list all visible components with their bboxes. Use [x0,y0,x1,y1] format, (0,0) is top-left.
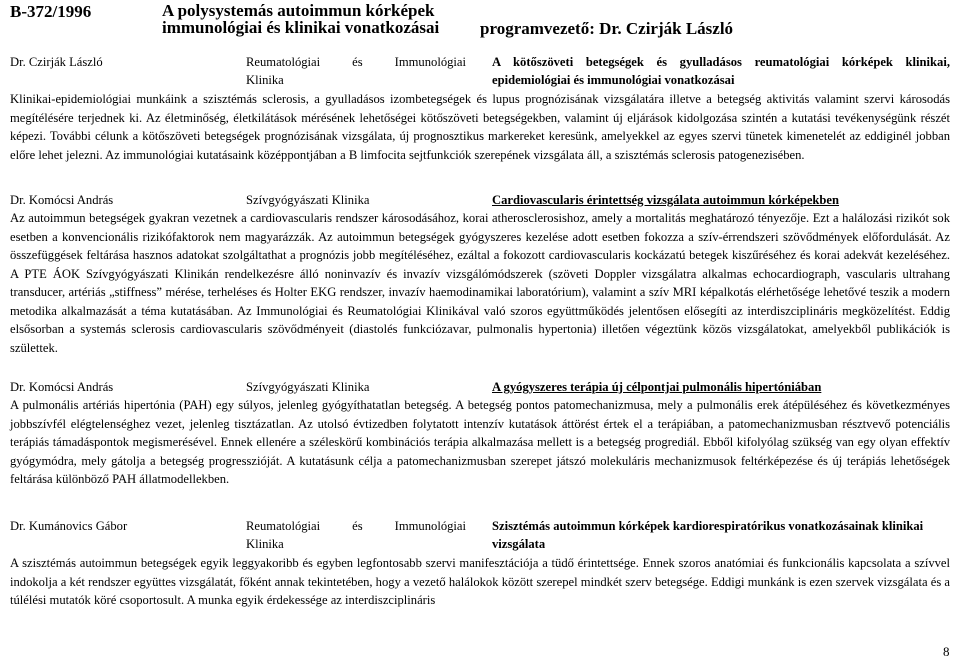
section-body: A pulmonális artériás hipertónia (PAH) egy súlyos, jelenleg gyógyíthatatlan betegség. A betegség pontos patomechanizmusa, mely a pulmonális erek átépüléséhez és következményes jobbszívfél elégtelenséghez vezet, jelenleg tisztázatlan. Az utolsó évtizedben folytatott intenzív kutatások áttörést értek el a terápiában, a patomechanizmusban résztvevő potenciális terápiás támadáspontok megismerésével. Ennek ellenére a széleskörű kombinációs terápia alkalmazása mellett is a betegség progrediál. Ebből kifolyólag szükség van egy olyan effektív gyógymódra, mely gátolja a betegség progresszióját. A kutatásunk célja a patomechanizmusban szerepet játszó molekuláris mechanizmusok feltérképezése és új terápiás lehetőségek feltárása különböző PAH állatmodellekben. [10,398,950,486]
section-body: Klinikai-epidemiológiai munkáink a szisztémás sclerosis, a gyulladásos izombetegségek és lupus prognózisának vizsgálatára illetve a betegség aktivitás valamint szervi károsodás megítélésére terjednek ki. Az életminőség, életkilátások mérésének lehetőségei kötőszöveti betegségekben, valamint új eljárások kidolgozása szintén a kutatási tevékenységünk részét képezi. További célunk a kötőszöveti betegségek prognózisának vizsgálata, új prognosztikus markereket keresünk, amelyekkel az egyes szervi tünetek kimenetelét az eddiginél jobban előre lehet jelezni. Az immunológiai kutatásaink középpontjában a B limfocita sejtfunkciók szerepének vizsgálata áll, a szisztémás sclerosis patogenezisében. [10,92,950,162]
section-heading [10,378,950,396]
clinic-name: Szívgyógyászati Klinika [246,193,370,207]
page-number: 8 [943,644,950,659]
section-komocsi-cardio [10,191,950,357]
author-name: Dr. Czirják László [10,55,103,69]
section-topic: Szisztémás autoimmun kórképek kardiorespiratórikus vonatkozásainak klinikai vizsgálata [492,519,924,551]
section-body: Az autoimmun betegségek gyakran vezetnek a cardiovascularis rendszer károsodásához, korai atherosclerosishoz, amely a mortalitás meghatározó tényezője. Ezt a halálozási rizikót sok esetben a konvencionális rizikófaktorok nem magyarázzák. Az autoimmun betegségek gyógyszeres kezelése adott esetben fokozza a szív-érrendszeri szövődmények előfordulását. Az összefüggések feltárása hasznos adatokat szolgáltathat a prognózis jobb megítéléséhez, ezáltal a fokozott cardiovascularis kockázatú betegek kiszűréséhez és korai adekvát kezeléséhez. A PTE ÁOK Szívgyógyászati Klinikán rendelkezésre álló noninvazív és invazív vizsgálómódszerek (szöveti Doppler vizsgálatra alkalmas echocardiograph, vascularis ultrahang transducer, artériás „stiffness” mérése, terheléses és Holter EKG rendszer, invazív haemodinamikai laboratórium), valamint a szív MRI képalkotás elérhetősége lehetővé teszik a modern metodika alkalmazását a téma kutatásában. Az Immunológiai és Reumatológiai Klinikával való szoros együttműködés jelentősen elősegíti az interdiszciplináris megközelítést. Eddig elsősorban a systemás sclerosis cardiovascularis szövődményeit (diastolés funkciózavar, pulmonalis hypertonia) illetően végeztünk közös vizsgálatokat, amelyekből publikációk is születtek. [10,211,950,355]
clinic-name-line2: Klinika [246,73,284,87]
section-heading [10,191,950,209]
project-title-line1: A polysystemás autoimmun kórképek [162,1,435,20]
author-name: Dr. Komócsi András [10,380,114,394]
program-lead: programvezető: Dr. Czirják László [480,19,734,38]
clinic-name: Szívgyógyászati Klinika [246,380,370,394]
project-code: B-372/1996 [10,2,92,21]
project-title [162,2,439,36]
section-topic: Cardiovascularis érintettség vizsgálata autoimmun kórképekben [492,193,840,207]
project-title-line2: immunológiai és klinikai vonatkozásai [162,18,440,37]
section-topic: A kötőszöveti betegségek és gyulladásos reumatológiai kórképek klinikai, epidemiológiai és immunológiai vonatkozásai [492,55,950,87]
section-komocsi-pah [10,378,950,489]
section-topic: A gyógyszeres terápia új célpontjai pulmonális hipertóniában [492,380,822,394]
page-header [10,0,950,40]
author-name: Dr. Komócsi András [10,193,114,207]
section-kumanovics [10,517,950,610]
author-name: Dr. Kumánovics Gábor [10,519,128,533]
clinic-name-line2: Klinika [246,537,284,551]
section-heading [10,517,950,554]
section-heading [10,53,950,90]
clinic-name: Reumatológiai és Immunológiai [246,519,466,533]
section-czirjak [10,53,950,164]
clinic-name: Reumatológiai és Immunológiai [246,55,466,69]
section-body: A szisztémás autoimmun betegségek egyik leggyakoribb és egyben legfontosabb szervi manifesztációja a tüdő érintettsége. Ennek szoros anatómiai és funkcionális kapcsolata a szívvel indokolja a két rendszer együttes vizsgálatát, főként annak tekintetében, hogy a vezető halálokok között szerepel mindkét szerv betegsége. Eddigi munkánk is ezen szervek vizsgálata és a túlélési mutatók köré csoportosult. A munka egyik érdekessége az interdiszciplináris [10,556,950,607]
